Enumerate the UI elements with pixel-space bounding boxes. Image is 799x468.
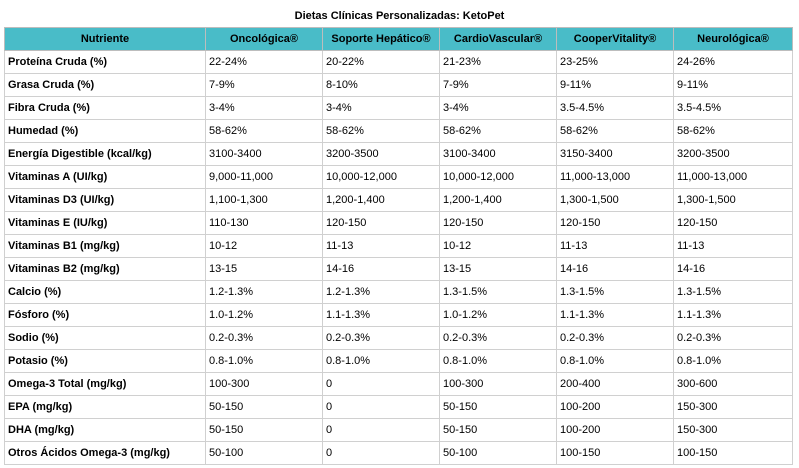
table-row	[5, 258, 793, 281]
coopervitality-value: 11-13	[557, 235, 674, 258]
table-row	[5, 212, 793, 235]
cardiovascular-value: 1,200-1,400	[440, 189, 557, 212]
cardiovascular-value: 10-12	[440, 235, 557, 258]
table-row	[5, 327, 793, 350]
cardiovascular-value: 0.2-0.3%	[440, 327, 557, 350]
table-row	[5, 396, 793, 419]
table-row	[5, 442, 793, 465]
nutrient-label: Vitaminas E (IU/kg)	[5, 212, 206, 235]
table-row	[5, 304, 793, 327]
soporte-hepatico-value: 120-150	[323, 212, 440, 235]
coopervitality-value: 100-200	[557, 419, 674, 442]
coopervitality-value: 3150-3400	[557, 143, 674, 166]
nutrient-label: DHA (mg/kg)	[5, 419, 206, 442]
nutrient-label: Vitaminas D3 (UI/kg)	[5, 189, 206, 212]
nutrient-label: Fibra Cruda (%)	[5, 97, 206, 120]
oncologica-value: 50-150	[206, 396, 323, 419]
neurologica-value: 100-150	[674, 442, 793, 465]
cardiovascular-value: 13-15	[440, 258, 557, 281]
oncologica-value: 110-130	[206, 212, 323, 235]
soporte-hepatico-value: 11-13	[323, 235, 440, 258]
table-row	[5, 74, 793, 97]
cardiovascular-value: 3-4%	[440, 97, 557, 120]
nutrient-label: Sodio (%)	[5, 327, 206, 350]
table-row	[5, 235, 793, 258]
cardiovascular-value: 1.3-1.5%	[440, 281, 557, 304]
soporte-hepatico-value: 3-4%	[323, 97, 440, 120]
soporte-hepatico-value: 1,200-1,400	[323, 189, 440, 212]
neurologica-value: 1,300-1,500	[674, 189, 793, 212]
neurologica-value: 11-13	[674, 235, 793, 258]
table-body	[5, 51, 793, 465]
nutrient-label: Proteína Cruda (%)	[5, 51, 206, 74]
header-oncologica: Oncológica®	[206, 28, 323, 51]
nutrient-label: Potasio (%)	[5, 350, 206, 373]
oncologica-value: 9,000-11,000	[206, 166, 323, 189]
coopervitality-value: 9-11%	[557, 74, 674, 97]
header-soporte-hepatico: Soporte Hepático®	[323, 28, 440, 51]
oncologica-value: 0.8-1.0%	[206, 350, 323, 373]
neurologica-value: 3.5-4.5%	[674, 97, 793, 120]
table-row	[5, 120, 793, 143]
table-row	[5, 189, 793, 212]
oncologica-value: 13-15	[206, 258, 323, 281]
coopervitality-value: 0.8-1.0%	[557, 350, 674, 373]
nutrient-label: Otros Ácidos Omega-3 (mg/kg)	[5, 442, 206, 465]
neurologica-value: 0.8-1.0%	[674, 350, 793, 373]
cardiovascular-value: 3100-3400	[440, 143, 557, 166]
table-row	[5, 166, 793, 189]
header-cardiovascular: CardioVascular®	[440, 28, 557, 51]
soporte-hepatico-value: 0	[323, 373, 440, 396]
page-title: Dietas Clínicas Personalizadas: KetoPet	[294, 10, 505, 22]
oncologica-value: 0.2-0.3%	[206, 327, 323, 350]
coopervitality-value: 120-150	[557, 212, 674, 235]
soporte-hepatico-value: 0	[323, 419, 440, 442]
coopervitality-value: 11,000-13,000	[557, 166, 674, 189]
cardiovascular-value: 58-62%	[440, 120, 557, 143]
oncologica-value: 1,100-1,300	[206, 189, 323, 212]
coopervitality-value: 0.2-0.3%	[557, 327, 674, 350]
soporte-hepatico-value: 0.8-1.0%	[323, 350, 440, 373]
neurologica-value: 1.3-1.5%	[674, 281, 793, 304]
table-row	[5, 51, 793, 74]
coopervitality-value: 58-62%	[557, 120, 674, 143]
soporte-hepatico-value: 0.2-0.3%	[323, 327, 440, 350]
soporte-hepatico-value: 58-62%	[323, 120, 440, 143]
neurologica-value: 24-26%	[674, 51, 793, 74]
header-neurologica: Neurológica®	[674, 28, 793, 51]
header-coopervitality: CooperVitality®	[557, 28, 674, 51]
neurologica-value: 0.2-0.3%	[674, 327, 793, 350]
nutrient-label: Vitaminas A (UI/kg)	[5, 166, 206, 189]
table-row	[5, 143, 793, 166]
cardiovascular-value: 120-150	[440, 212, 557, 235]
neurologica-value: 9-11%	[674, 74, 793, 97]
cardiovascular-value: 50-150	[440, 396, 557, 419]
nutrient-label: Vitaminas B1 (mg/kg)	[5, 235, 206, 258]
cardiovascular-value: 10,000-12,000	[440, 166, 557, 189]
oncologica-value: 10-12	[206, 235, 323, 258]
oncologica-value: 100-300	[206, 373, 323, 396]
coopervitality-value: 1.3-1.5%	[557, 281, 674, 304]
neurologica-value: 150-300	[674, 396, 793, 419]
neurologica-value: 120-150	[674, 212, 793, 235]
oncologica-value: 3-4%	[206, 97, 323, 120]
nutrient-label: Omega-3 Total (mg/kg)	[5, 373, 206, 396]
soporte-hepatico-value: 0	[323, 442, 440, 465]
nutrient-label: Energía Digestible (kcal/kg)	[5, 143, 206, 166]
cardiovascular-value: 21-23%	[440, 51, 557, 74]
coopervitality-value: 100-200	[557, 396, 674, 419]
neurologica-value: 11,000-13,000	[674, 166, 793, 189]
oncologica-value: 50-100	[206, 442, 323, 465]
soporte-hepatico-value: 20-22%	[323, 51, 440, 74]
nutrient-label: Calcio (%)	[5, 281, 206, 304]
cardiovascular-value: 1.0-1.2%	[440, 304, 557, 327]
oncologica-value: 7-9%	[206, 74, 323, 97]
soporte-hepatico-value: 10,000-12,000	[323, 166, 440, 189]
nutrient-table	[4, 27, 793, 465]
neurologica-value: 14-16	[674, 258, 793, 281]
oncologica-value: 1.2-1.3%	[206, 281, 323, 304]
coopervitality-value: 3.5-4.5%	[557, 97, 674, 120]
neurologica-value: 1.1-1.3%	[674, 304, 793, 327]
soporte-hepatico-value: 3200-3500	[323, 143, 440, 166]
soporte-hepatico-value: 14-16	[323, 258, 440, 281]
table-row	[5, 373, 793, 396]
table-row	[5, 97, 793, 120]
oncologica-value: 3100-3400	[206, 143, 323, 166]
soporte-hepatico-value: 1.2-1.3%	[323, 281, 440, 304]
neurologica-value: 3200-3500	[674, 143, 793, 166]
header-row	[5, 28, 793, 51]
nutrient-label: Humedad (%)	[5, 120, 206, 143]
table-row	[5, 419, 793, 442]
coopervitality-value: 23-25%	[557, 51, 674, 74]
nutrient-label: Grasa Cruda (%)	[5, 74, 206, 97]
coopervitality-value: 1.1-1.3%	[557, 304, 674, 327]
soporte-hepatico-value: 1.1-1.3%	[323, 304, 440, 327]
coopervitality-value: 100-150	[557, 442, 674, 465]
coopervitality-value: 200-400	[557, 373, 674, 396]
neurologica-value: 150-300	[674, 419, 793, 442]
table-row	[5, 350, 793, 373]
oncologica-value: 58-62%	[206, 120, 323, 143]
coopervitality-value: 1,300-1,500	[557, 189, 674, 212]
oncologica-value: 22-24%	[206, 51, 323, 74]
cardiovascular-value: 50-150	[440, 419, 557, 442]
table-row	[5, 281, 793, 304]
cardiovascular-value: 0.8-1.0%	[440, 350, 557, 373]
cardiovascular-value: 7-9%	[440, 74, 557, 97]
coopervitality-value: 14-16	[557, 258, 674, 281]
soporte-hepatico-value: 8-10%	[323, 74, 440, 97]
oncologica-value: 1.0-1.2%	[206, 304, 323, 327]
nutrient-label: Fósforo (%)	[5, 304, 206, 327]
nutrient-label: Vitaminas B2 (mg/kg)	[5, 258, 206, 281]
soporte-hepatico-value: 0	[323, 396, 440, 419]
cardiovascular-value: 50-100	[440, 442, 557, 465]
nutrient-label: EPA (mg/kg)	[5, 396, 206, 419]
cardiovascular-value: 100-300	[440, 373, 557, 396]
neurologica-value: 300-600	[674, 373, 793, 396]
neurologica-value: 58-62%	[674, 120, 793, 143]
header-nutriente: Nutriente	[5, 28, 206, 51]
oncologica-value: 50-150	[206, 419, 323, 442]
